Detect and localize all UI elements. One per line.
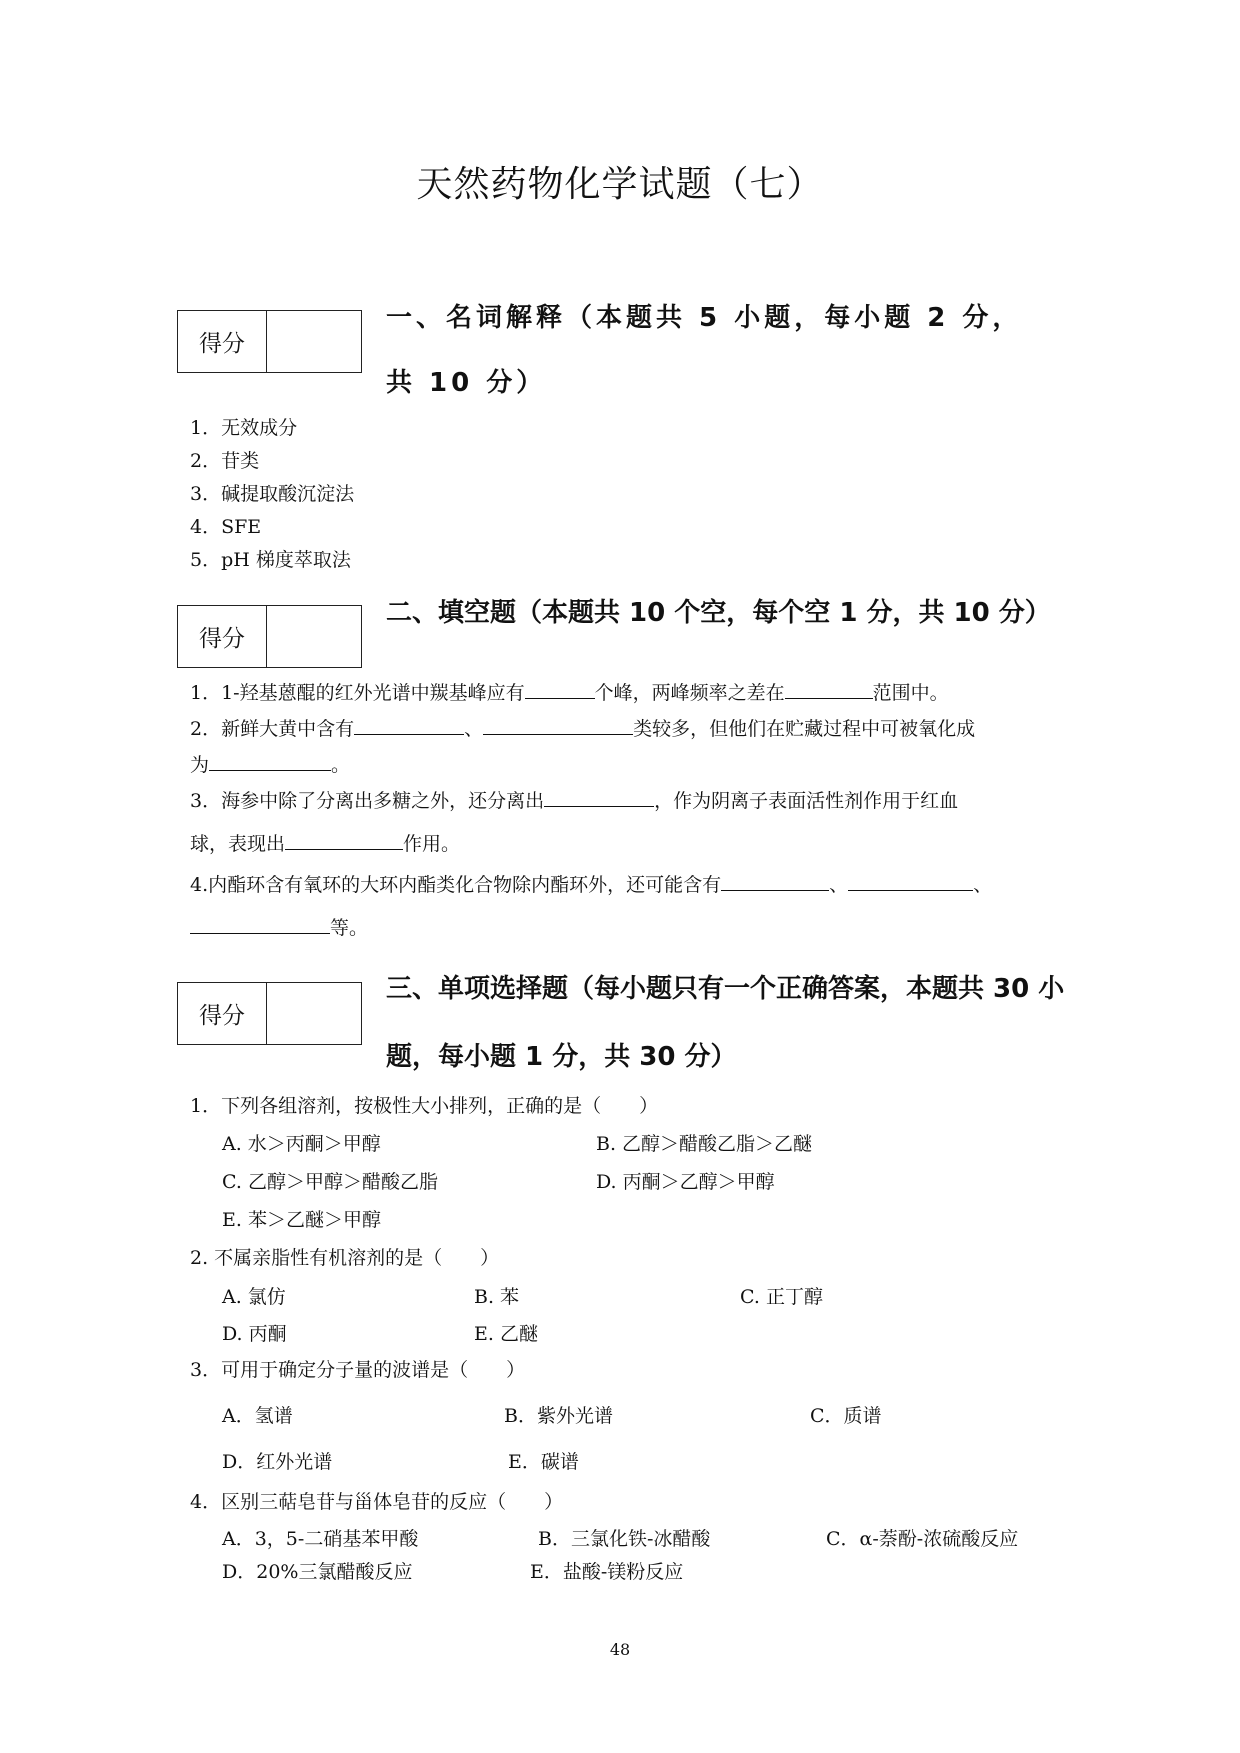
choice-option[interactable]: C．α-萘酚-浓硫酸反应 xyxy=(826,1528,1019,1550)
score-label: 得分 xyxy=(178,311,267,372)
choice-question-stem: 3．可用于确定分子量的波谱是（ ） xyxy=(190,1359,526,1381)
choice-option[interactable]: D. 丙酮 xyxy=(222,1323,287,1345)
fill-question-4 xyxy=(190,870,992,897)
choice-option[interactable]: B．紫外光谱 xyxy=(504,1405,613,1427)
answer-blank[interactable] xyxy=(285,829,403,850)
choice-option[interactable]: E．盐酸-镁粉反应 xyxy=(530,1561,684,1583)
section1-item: 2．苷类 xyxy=(190,450,260,472)
answer-blank[interactable] xyxy=(354,714,464,735)
choice-option[interactable]: D．20%三氯醋酸反应 xyxy=(222,1561,413,1583)
fill-question-3-cont xyxy=(190,829,460,856)
score-label: 得分 xyxy=(178,606,267,667)
page-number: 48 xyxy=(609,1640,631,1659)
answer-blank[interactable] xyxy=(721,870,829,891)
choice-option[interactable]: A．氢谱 xyxy=(222,1405,293,1427)
section3-heading-line2: 题，每小题 1 分，共 30 分） xyxy=(386,1042,737,1072)
choice-option[interactable]: A. 水＞丙酮＞甲醇 xyxy=(222,1133,381,1155)
section3-heading-line1: 三、单项选择题（每小题只有一个正确答案，本题共 30 小 xyxy=(386,974,1065,1004)
q-text: 等。 xyxy=(330,917,369,939)
q-text: 1．1-羟基蒽醌的红外光谱中羰基峰应有 xyxy=(190,682,525,704)
section1-item: 1．无效成分 xyxy=(190,417,298,439)
choice-option[interactable]: C．质谱 xyxy=(810,1405,882,1427)
section1-item: 3．碱提取酸沉淀法 xyxy=(190,483,355,505)
score-box-3 xyxy=(177,982,362,1045)
choice-option[interactable]: E. 乙醚 xyxy=(474,1323,538,1345)
q-text: 3．海参中除了分离出多糖之外，还分离出 xyxy=(190,790,545,812)
choice-option[interactable]: C. 正丁醇 xyxy=(740,1286,823,1308)
choice-question-stem: 1．下列各组溶剂，按极性大小排列，正确的是（ ） xyxy=(190,1095,659,1117)
page-title: 天然药物化学试题（七） xyxy=(416,164,824,205)
answer-blank[interactable] xyxy=(785,678,873,699)
choice-option[interactable]: A. 氯仿 xyxy=(222,1286,286,1308)
section1-item: 5．pH 梯度萃取法 xyxy=(190,549,351,571)
choice-option[interactable]: A．3，5-二硝基苯甲酸 xyxy=(222,1528,419,1550)
q-text: 为 xyxy=(190,754,210,776)
q-text: 球，表现出 xyxy=(190,833,286,855)
choice-option[interactable]: D．红外光谱 xyxy=(222,1451,333,1473)
choice-question-stem: 2. 不属亲脂性有机溶剂的是（ ） xyxy=(190,1247,500,1269)
answer-blank[interactable] xyxy=(483,714,633,735)
choice-option[interactable]: C. 乙醇＞甲醇＞醋酸乙脂 xyxy=(222,1171,438,1193)
q-text: 、 xyxy=(829,874,849,896)
q-text: ，作为阴离子表面活性剂作用于红血 xyxy=(654,790,959,812)
answer-blank[interactable] xyxy=(525,678,595,699)
section1-heading-line2: 共 10 分） xyxy=(386,368,547,398)
choice-option[interactable]: E．碳谱 xyxy=(508,1451,579,1473)
q-text: 作用。 xyxy=(403,833,461,855)
section1-item: 4．SFE xyxy=(190,516,262,538)
q-text: 2．新鲜大黄中含有 xyxy=(190,718,355,740)
answer-blank[interactable] xyxy=(848,870,973,891)
fill-question-3 xyxy=(190,786,958,813)
fill-question-4-cont xyxy=(190,913,368,940)
score-box-1 xyxy=(177,310,362,373)
answer-blank[interactable] xyxy=(190,913,330,934)
choice-option[interactable]: B. 乙醇＞醋酸乙脂＞乙醚 xyxy=(596,1133,813,1155)
choice-option[interactable]: B．三氯化铁-冰醋酸 xyxy=(538,1528,711,1550)
score-value-cell[interactable] xyxy=(267,983,361,1044)
fill-question-2-cont xyxy=(190,750,350,777)
q-text: 范围中。 xyxy=(872,682,949,704)
q-text: 4.内酯环含有氧环的大环内酯类化合物除内酯环外，还可能含有 xyxy=(190,874,722,896)
section1-heading-line1: 一、名词解释（本题共 5 小题，每小题 2 分， xyxy=(386,303,1023,333)
section2-heading: 二、填空题（本题共 10 个空，每个空 1 分，共 10 分） xyxy=(386,598,1051,628)
choice-option[interactable]: B. 苯 xyxy=(474,1286,520,1308)
q-text: 、 xyxy=(973,874,993,896)
score-value-cell[interactable] xyxy=(267,606,361,667)
score-box-2 xyxy=(177,605,362,668)
choice-option[interactable]: E. 苯＞乙醚＞甲醇 xyxy=(222,1209,381,1231)
choice-question-stem: 4．区别三萜皂苷与甾体皂苷的反应（ ） xyxy=(190,1491,564,1513)
q-text: 、 xyxy=(464,718,484,740)
q-text: 个峰，两峰频率之差在 xyxy=(594,682,785,704)
q-text: 。 xyxy=(331,754,351,776)
score-label: 得分 xyxy=(178,983,267,1044)
answer-blank[interactable] xyxy=(209,750,331,771)
fill-question-2 xyxy=(190,714,975,741)
score-value-cell[interactable] xyxy=(267,311,361,372)
answer-blank[interactable] xyxy=(544,786,654,807)
q-text: 类较多，但他们在贮藏过程中可被氧化成 xyxy=(633,718,976,740)
fill-question-1 xyxy=(190,678,949,705)
choice-option[interactable]: D. 丙酮＞乙醇＞甲醇 xyxy=(596,1171,775,1193)
